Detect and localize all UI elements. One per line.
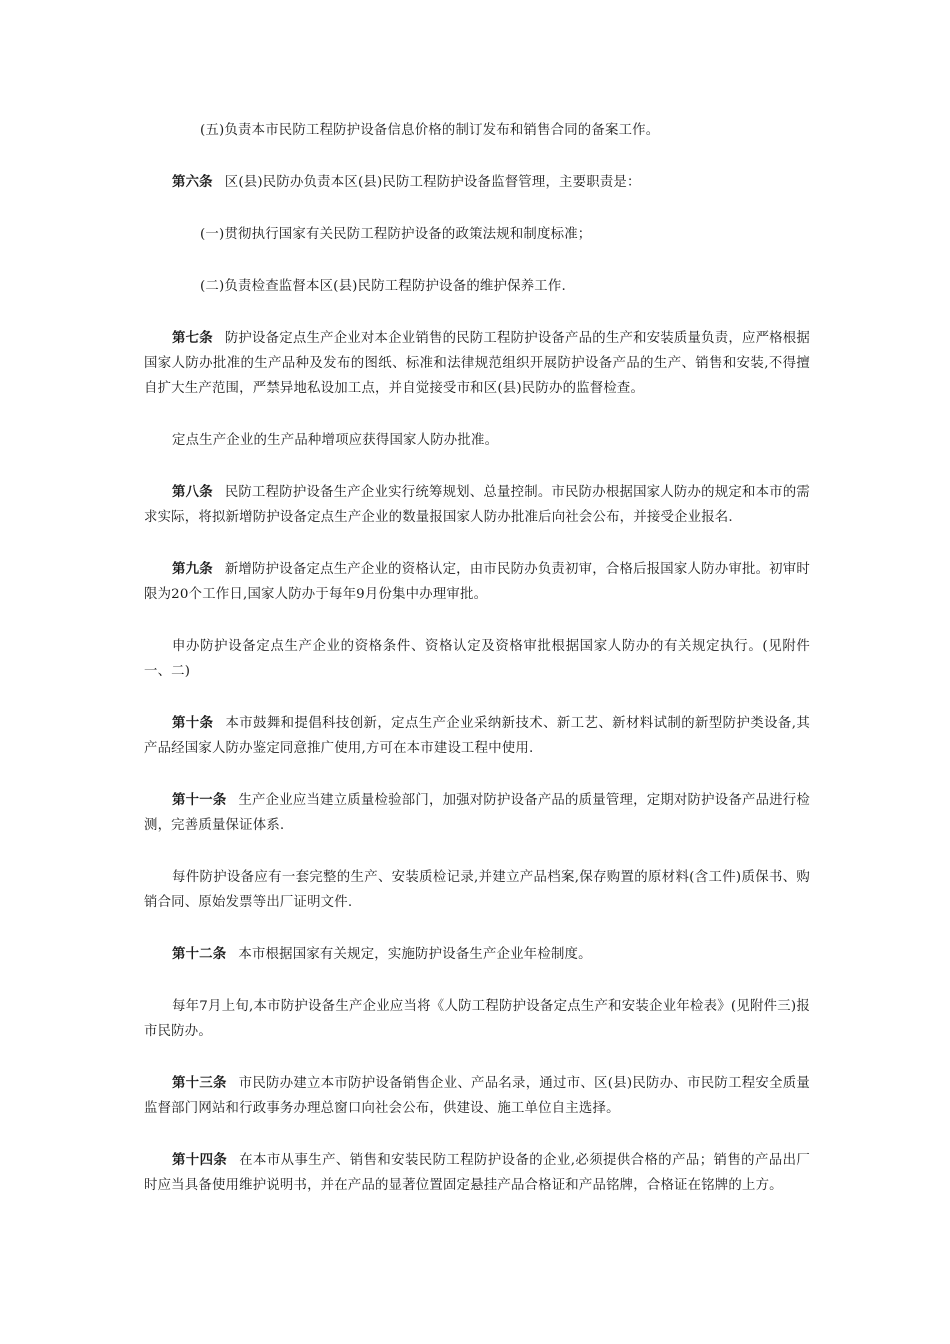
paragraph bbox=[144, 788, 810, 838]
paragraph bbox=[144, 634, 810, 684]
paragraph-text: 新增防护设备定点生产企业的资格认定，由市民防办负责初审，合格后报国家人防办审批。初审时限为20个工作日,国家人防办于每年9月份集中办理审批。 bbox=[144, 562, 810, 602]
article-number: 第十四条 bbox=[172, 1152, 228, 1168]
paragraph-text: 每件防护设备应有一套完整的生产、安装质检记录,并建立产品档案,保存购置的原材料(含工件)质保书、购销合同、原始发票等出厂证明文件. bbox=[144, 870, 810, 910]
paragraph-text: 定点生产企业的生产品种增项应获得国家人防办批准。 bbox=[172, 433, 499, 448]
paragraph bbox=[144, 428, 810, 453]
paragraph-text: 区(县)民防办负责本区(县)民防工程防护设备监督管理，主要职责是： bbox=[224, 175, 641, 190]
paragraph bbox=[144, 170, 810, 195]
paragraph bbox=[144, 942, 810, 967]
paragraph bbox=[144, 326, 810, 401]
document-body bbox=[144, 118, 810, 1225]
paragraph-text: 在本市从事生产、销售和安装民防工程防护设备的企业,必须提供合格的产品；销售的产品出厂时应当具备使用维护说明书，并在产品的显著位置固定悬挂产品合格证和产品铭牌，合格证在铭牌的上方。 bbox=[144, 1153, 810, 1193]
paragraph bbox=[144, 994, 810, 1044]
article-number: 第七条 bbox=[172, 330, 213, 346]
paragraph bbox=[144, 222, 810, 247]
paragraph bbox=[144, 1071, 810, 1121]
paragraph-text: 每年7月上旬,本市防护设备生产企业应当将《人防工程防护设备定点生产和安装企业年检表》(见附件三)报市民防办。 bbox=[144, 999, 810, 1039]
paragraph bbox=[144, 118, 810, 143]
paragraph bbox=[144, 274, 810, 299]
paragraph-text: (五)负责本市民防工程防护设备信息价格的制订发布和销售合同的备案工作。 bbox=[200, 123, 660, 138]
article-number: 第八条 bbox=[172, 484, 213, 500]
paragraph bbox=[144, 865, 810, 915]
article-number: 第十二条 bbox=[172, 946, 227, 962]
paragraph-text: 市民防办建立本市防护设备销售企业、产品名录，通过市、区(县)民防办、市民防工程安全质量监督部门网站和行政事务办理总窗口向社会公布，供建设、施工单位自主选择。 bbox=[144, 1076, 811, 1116]
paragraph-text: 本市根据国家有关规定，实施防护设备生产企业年检制度。 bbox=[238, 947, 592, 962]
paragraph bbox=[144, 1148, 810, 1198]
paragraph bbox=[144, 711, 810, 761]
paragraph-text: 防护设备定点生产企业对本企业销售的民防工程防护设备产品的生产和安装质量负责，应严格根据国家人防办批准的生产品种及发布的图纸、标准和法律规范组织开展防护设备产品的生产、销售和安装,不得擅自扩大生产范围，严禁异地私设加工点，并自觉接受市和区(县)民防办的监督检查。 bbox=[144, 331, 810, 396]
paragraph-text: (一)贯彻执行国家有关民防工程防护设备的政策法规和制度标准； bbox=[200, 227, 592, 242]
paragraph bbox=[144, 557, 810, 607]
article-number: 第十一条 bbox=[172, 792, 227, 808]
article-number: 第十三条 bbox=[172, 1075, 227, 1091]
article-number: 第六条 bbox=[172, 174, 213, 190]
paragraph-text: (二)负责检查监督本区(县)民防工程防护设备的维护保养工作. bbox=[200, 279, 566, 294]
paragraph-text: 生产企业应当建立质量检验部门，加强对防护设备产品的质量管理，定期对防护设备产品进行检测，完善质量保证体系. bbox=[144, 793, 810, 833]
article-number: 第十条 bbox=[172, 715, 214, 731]
paragraph-text: 民防工程防护设备生产企业实行统筹规划、总量控制。市民防办根据国家人防办的规定和本市的需求实际，将拟新增防护设备定点生产企业的数量报国家人防办批准后向社会公布，并接受企业报名. bbox=[144, 485, 810, 525]
article-number: 第九条 bbox=[172, 561, 213, 577]
paragraph-text: 申办防护设备定点生产企业的资格条件、资格认定及资格审批根据国家人防办的有关规定执行。(见附件一、二) bbox=[144, 639, 810, 679]
paragraph-text: 本市鼓舞和提倡科技创新，定点生产企业采纳新技术、新工艺、新材料试制的新型防护类设备,其产品经国家人防办鉴定同意推广使用,方可在本市建设工程中使用. bbox=[144, 716, 810, 756]
paragraph bbox=[144, 480, 810, 530]
